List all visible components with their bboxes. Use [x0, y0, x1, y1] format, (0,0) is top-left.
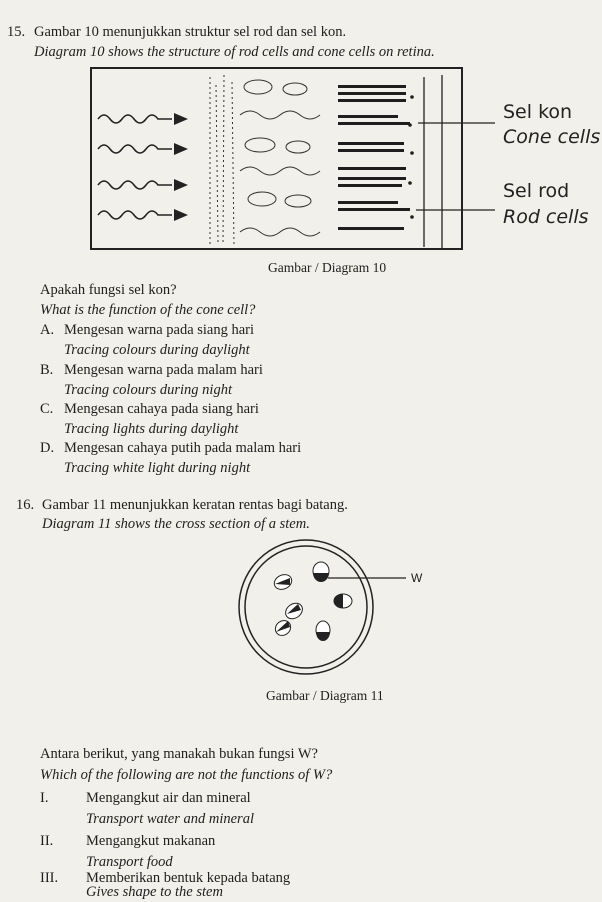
q15-stem-ms: Gambar 10 menunjukkan struktur sel rod dan sel kon.: [34, 24, 347, 40]
light-arrow-1: [174, 113, 188, 125]
label-rod-cells: Rod cells: [503, 206, 589, 228]
q15-option-b-en: Tracing colours during night: [64, 382, 232, 398]
q16-statement-2-numeral: II.: [40, 833, 54, 849]
q15-number: 15.: [7, 24, 26, 40]
q15-option-d-letter: D.: [40, 440, 55, 456]
diagram10-caption: Gambar / Diagram 10: [268, 260, 387, 275]
q16-statement-3-ms: Memberikan bentuk kepada batang: [86, 870, 291, 886]
label-cone-cells: Cone cells: [503, 126, 601, 148]
vascular-bundle-bottom: [316, 621, 330, 641]
light-ray-4: [98, 211, 172, 219]
light-arrow-4: [174, 209, 188, 221]
q16-statement-3-en: Gives shape to the stem: [86, 884, 223, 900]
q15-option-c-en: Tracing lights during daylight: [64, 421, 239, 437]
pigment-layer: [424, 75, 442, 249]
light-ray-1: [98, 115, 172, 123]
light-arrow-2: [174, 143, 188, 155]
q16-statement-1-ms: Mengangkut air dan mineral: [86, 790, 251, 806]
q15-option-a-en: Tracing colours during daylight: [64, 342, 250, 358]
neuron-layer: [240, 80, 320, 236]
q15-option-c-ms: Mengesan cahaya pada siang hari: [64, 401, 259, 417]
q16-stem-ms: Gambar 11 menunjukkan keratan rentas bagi batang.: [42, 497, 348, 513]
q15-option-c-letter: C.: [40, 401, 54, 417]
q15-question-en: What is the function of the cone cell?: [40, 302, 256, 318]
vascular-bundle-left-top: [272, 572, 294, 592]
q15-question-ms: Apakah fungsi sel kon?: [40, 282, 177, 298]
q15-option-b-letter: B.: [40, 362, 54, 378]
q15-option-a-ms: Mengesan warna pada siang hari: [64, 322, 255, 338]
retina-cells-illustration: [90, 67, 463, 250]
q16-statement-1-en: Transport water and mineral: [86, 811, 254, 827]
vascular-bundle-right: [334, 594, 352, 608]
label-sel-rod: Sel rod: [503, 180, 570, 202]
nerve-fibre-layer: [210, 75, 234, 247]
q16-question-ms: Antara berikut, yang manakah bukan fungsi W?: [40, 746, 318, 762]
q15-option-d-ms: Mengesan cahaya putih pada malam hari: [64, 440, 302, 456]
stem-cross-section: [236, 537, 436, 677]
light-ray-3: [98, 181, 172, 189]
stem-outer-circle: [239, 540, 373, 674]
label-sel-kon: Sel kon: [503, 101, 573, 123]
q16-statement-2-ms: Mengangkut makanan: [86, 833, 216, 849]
diagram11-caption: Gambar / Diagram 11: [266, 688, 384, 703]
vascular-bundle-top: [313, 562, 329, 582]
label-w: W: [411, 571, 423, 585]
q16-question-en: Which of the following are not the functions of W?: [40, 767, 333, 783]
q15-option-b-ms: Mengesan warna pada malam hari: [64, 362, 263, 378]
q15-option-a-letter: A.: [40, 322, 55, 338]
q16-number: 16.: [16, 497, 35, 513]
vascular-bundle-left-low: [272, 617, 293, 638]
q16-statement-2-en: Transport food: [86, 854, 173, 870]
light-ray-2: [98, 145, 172, 153]
q16-statement-1-numeral: I.: [40, 790, 49, 806]
q16-statement-3-numeral: III.: [40, 870, 59, 886]
vascular-bundle-left-mid: [283, 600, 306, 622]
q15-stem-en: Diagram 10 shows the structure of rod cells and cone cells on retina.: [34, 44, 435, 60]
q16-stem-en: Diagram 11 shows the cross section of a stem.: [42, 516, 310, 532]
light-arrow-3: [174, 179, 188, 191]
q15-option-d-en: Tracing white light during night: [64, 460, 251, 476]
photoreceptor-layer: [338, 85, 414, 230]
